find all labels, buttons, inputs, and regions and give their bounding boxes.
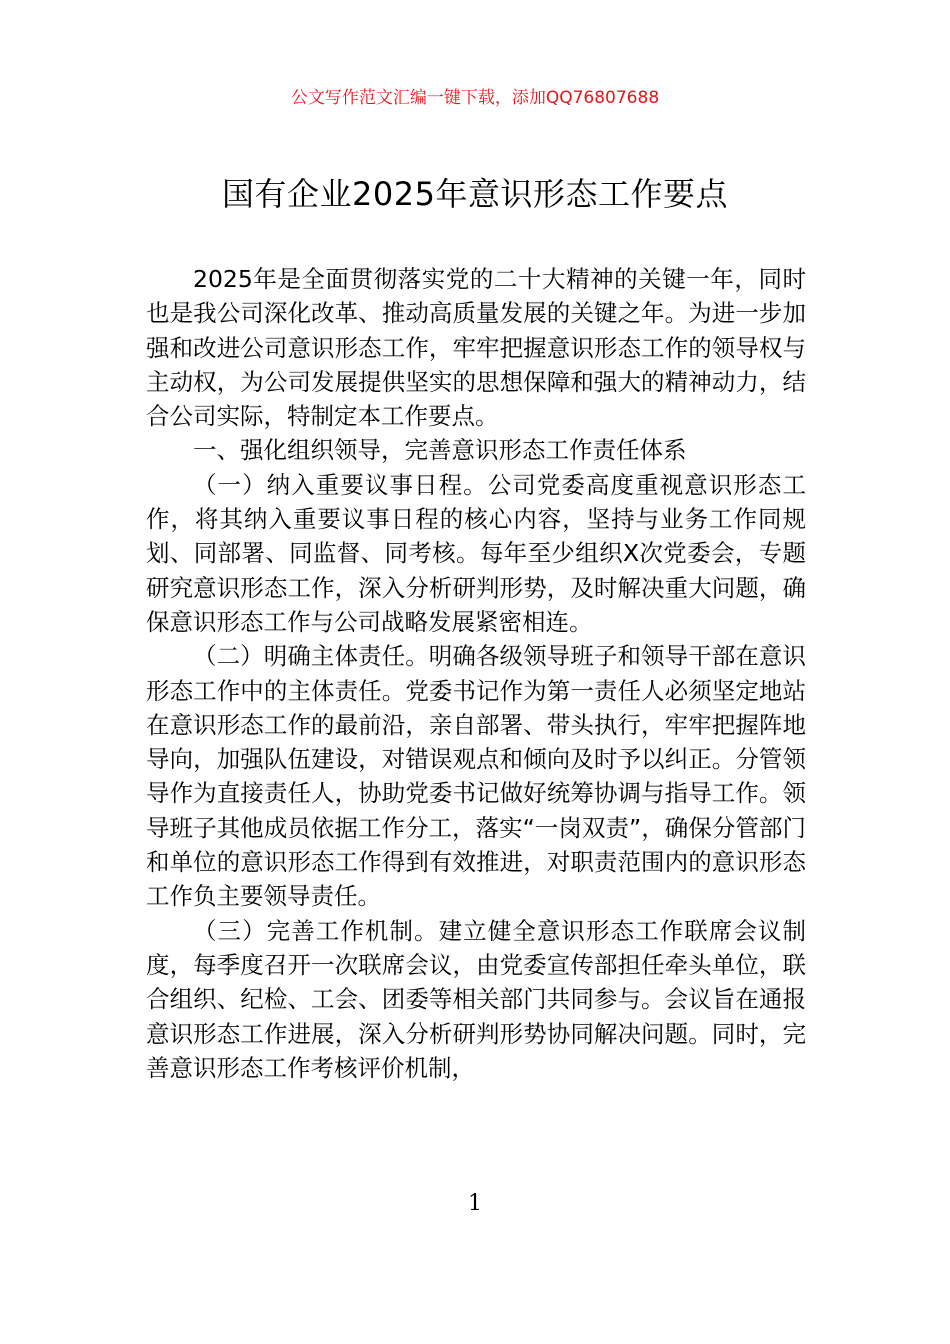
section-heading: 一、强化组织领导，完善意识形态工作责任体系 [193, 436, 687, 465]
intro-paragraph: 2025年是全面贯彻落实党的二十大精神的关键一年，同时也是我公司深化改革、推动高质量发展的关键之年。为进一步加强和改进公司意识形态工作，牢牢把握意识形态工作的领导权与主动权，为公司发展提供坚实的思想保障和强大的精神动力，结合公司实际，特制定本工作要点。 [146, 265, 806, 431]
document-title: 国有企业2025年意识形态工作要点 [222, 175, 728, 213]
section-item-1: （一）纳入重要议事日程。公司党委高度重视意识形态工作，将其纳入重要议事日程的核心内容，坚持与业务工作同规划、同部署、同监督、同考核。每年至少组织X次党委会，专题研究意识形态工作，深入分析研判形势，及时解决重大问题，确保意识形态工作与公司战略发展紧密相连。 [146, 470, 806, 636]
page-number: 1 [468, 1191, 482, 1216]
section-item-2: （二）明确主体责任。明确各级领导班子和领导干部在意识形态工作中的主体责任。党委书记作为第一责任人必须坚定地站在意识形态工作的最前沿，亲自部署、带头执行，牢牢把握阵地导向，加强队伍建设，对错误观点和倾向及时予以纠正。分管领导作为直接责任人，协助党委书记做好统筹协调与指导工作。领导班子其他成员依据工作分工，落实“一岗双责”，确保分管部门和单位的意识形态工作得到有效推进，对职责范围内的意识形态工作负主要领导责任。 [146, 642, 806, 911]
section-item-3: （三）完善工作机制。建立健全意识形态工作联席会议制度，每季度召开一次联席会议，由党委宣传部担任牵头单位，联合组织、纪检、工会、团委等相关部门共同参与。会议旨在通报意识形态工作进展，深入分析研判形势协同解决问题。同时，完善意识形态工作考核评价机制， [146, 916, 806, 1082]
document-body [146, 262, 806, 1085]
promo-banner: 公文写作范文汇编一键下载，添加QQ76807688 [290, 88, 660, 108]
